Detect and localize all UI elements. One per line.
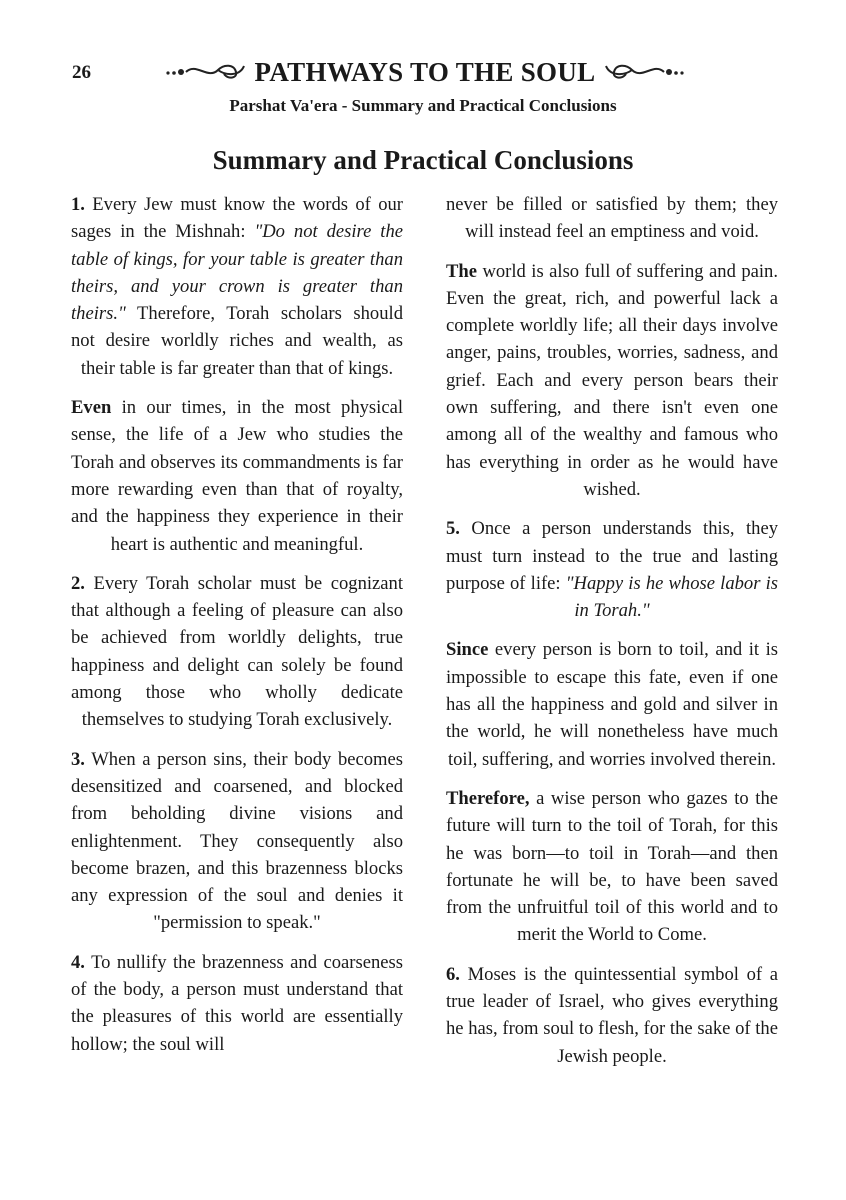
right-column [446,191,778,1082]
paragraph-2 [71,394,403,558]
paragraph-text: Once a person understands this, they must turn instead to the true and lasting purpose of life: [446,518,778,594]
paragraph-10 [446,961,778,1070]
paragraph-text: every person is born to toil, and it is impossible to escape this fate, even if one has all the happiness and gold and silver in the world, he will nonetheless have much toil, suffering, and worries involved therein. [446,639,778,770]
paragraph-lead: Even [71,397,112,419]
paragraph-quote: "Happy is he whose labor is in Torah." [565,572,778,622]
paragraph-lead: 4. [71,951,85,973]
flourish-right-icon [601,58,686,87]
paragraph-5 [71,949,403,1058]
paragraph-7 [446,515,778,624]
paragraph-text: When a person sins, their body becomes desensitized and coarsened, and blocked from beholding divine visions and enlightenment. They consequently also become brazen, and this brazenness blocks any expression of the soul and denies it "permission to speak." [71,748,403,934]
left-column [71,191,403,1070]
paragraph-text: Every Jew must know the words of our sages in the Mishnah: [71,194,403,243]
paragraph-text: never be filled or satisfied by them; they will instead feel an emptiness and void. [446,194,778,243]
paragraph-5-continued [446,191,778,246]
paragraph-lead: 1. [71,194,85,215]
paragraph-text: world is also full of suffering and pain. Even the great, rich, and powerful lack a complete worldly life; all their days involve anger, pains, troubles, worries, sadness, and grief. Each and every person bears their own suffering, and there isn't even one among all of the wealthy and famous who has everything in order as he would have wished. [446,260,778,500]
paragraph-lead: The [446,260,477,282]
paragraph-lead: 6. [446,963,460,985]
paragraph-lead: Therefore, [446,787,530,809]
paragraph-lead: Since [446,639,489,661]
paragraph-8 [446,636,778,772]
paragraph-9 [446,785,778,949]
flourish-left-icon [164,58,249,87]
paragraph-text: To nullify the brazenness and coarseness of the body, a person must understand that the pleasures of this world are essentially hollow; the soul will [71,951,403,1055]
paragraph-lead: 3. [71,748,85,770]
paragraph-text: a wise person who gazes to the future will turn to the toil of Torah, for this he was born—to toil in Torah—and then fortunate he will be, to have been saved from the unfruitful toil of this world and to merit the World to Come. [446,787,778,946]
paragraph-3 [71,570,403,734]
paragraph-text: in our times, in the most physical sense, the life of a Jew who studies the Torah and observes its commandments is far more rewarding even than that of royalty, and the happiness they experience in their heart is authentic and meaningful. [71,397,403,555]
paragraph-text: Every Torah scholar must be cognizant that although a feeling of pleasure can also be achieved from worldly delights, true happiness and delight can solely be found among those who wholly dedicate themselves to studying Torah exclusively. [71,572,403,731]
paragraph-text: Therefore, Torah scholars should not desire worldly riches and wealth, as their table is far greater than that of kings. [71,303,403,379]
header-title: PATHWAYS TO THE SOUL [254,56,596,87]
running-header [130,52,720,92]
chapter-subtitle: Parshat Va'era - Summary and Practical Conclusions [229,96,617,115]
paragraph-lead: 5. [446,518,460,540]
paragraph-1 [71,191,403,382]
paragraph-text: Moses is the quintessential symbol of a true leader of Israel, who gives everything he has, from soul to flesh, for the sake of the Jewish people. [446,963,778,1067]
paragraph-6 [446,258,778,504]
page-number: 26 [72,62,91,83]
paragraph-quote: "Do not desire the table of kings, for your table is greater than theirs, and your crown is greater than theirs." [71,221,403,325]
paragraph-lead: 2. [71,572,85,594]
paragraph-4 [71,746,403,937]
section-title: Summary and Practical Conclusions [212,145,634,175]
